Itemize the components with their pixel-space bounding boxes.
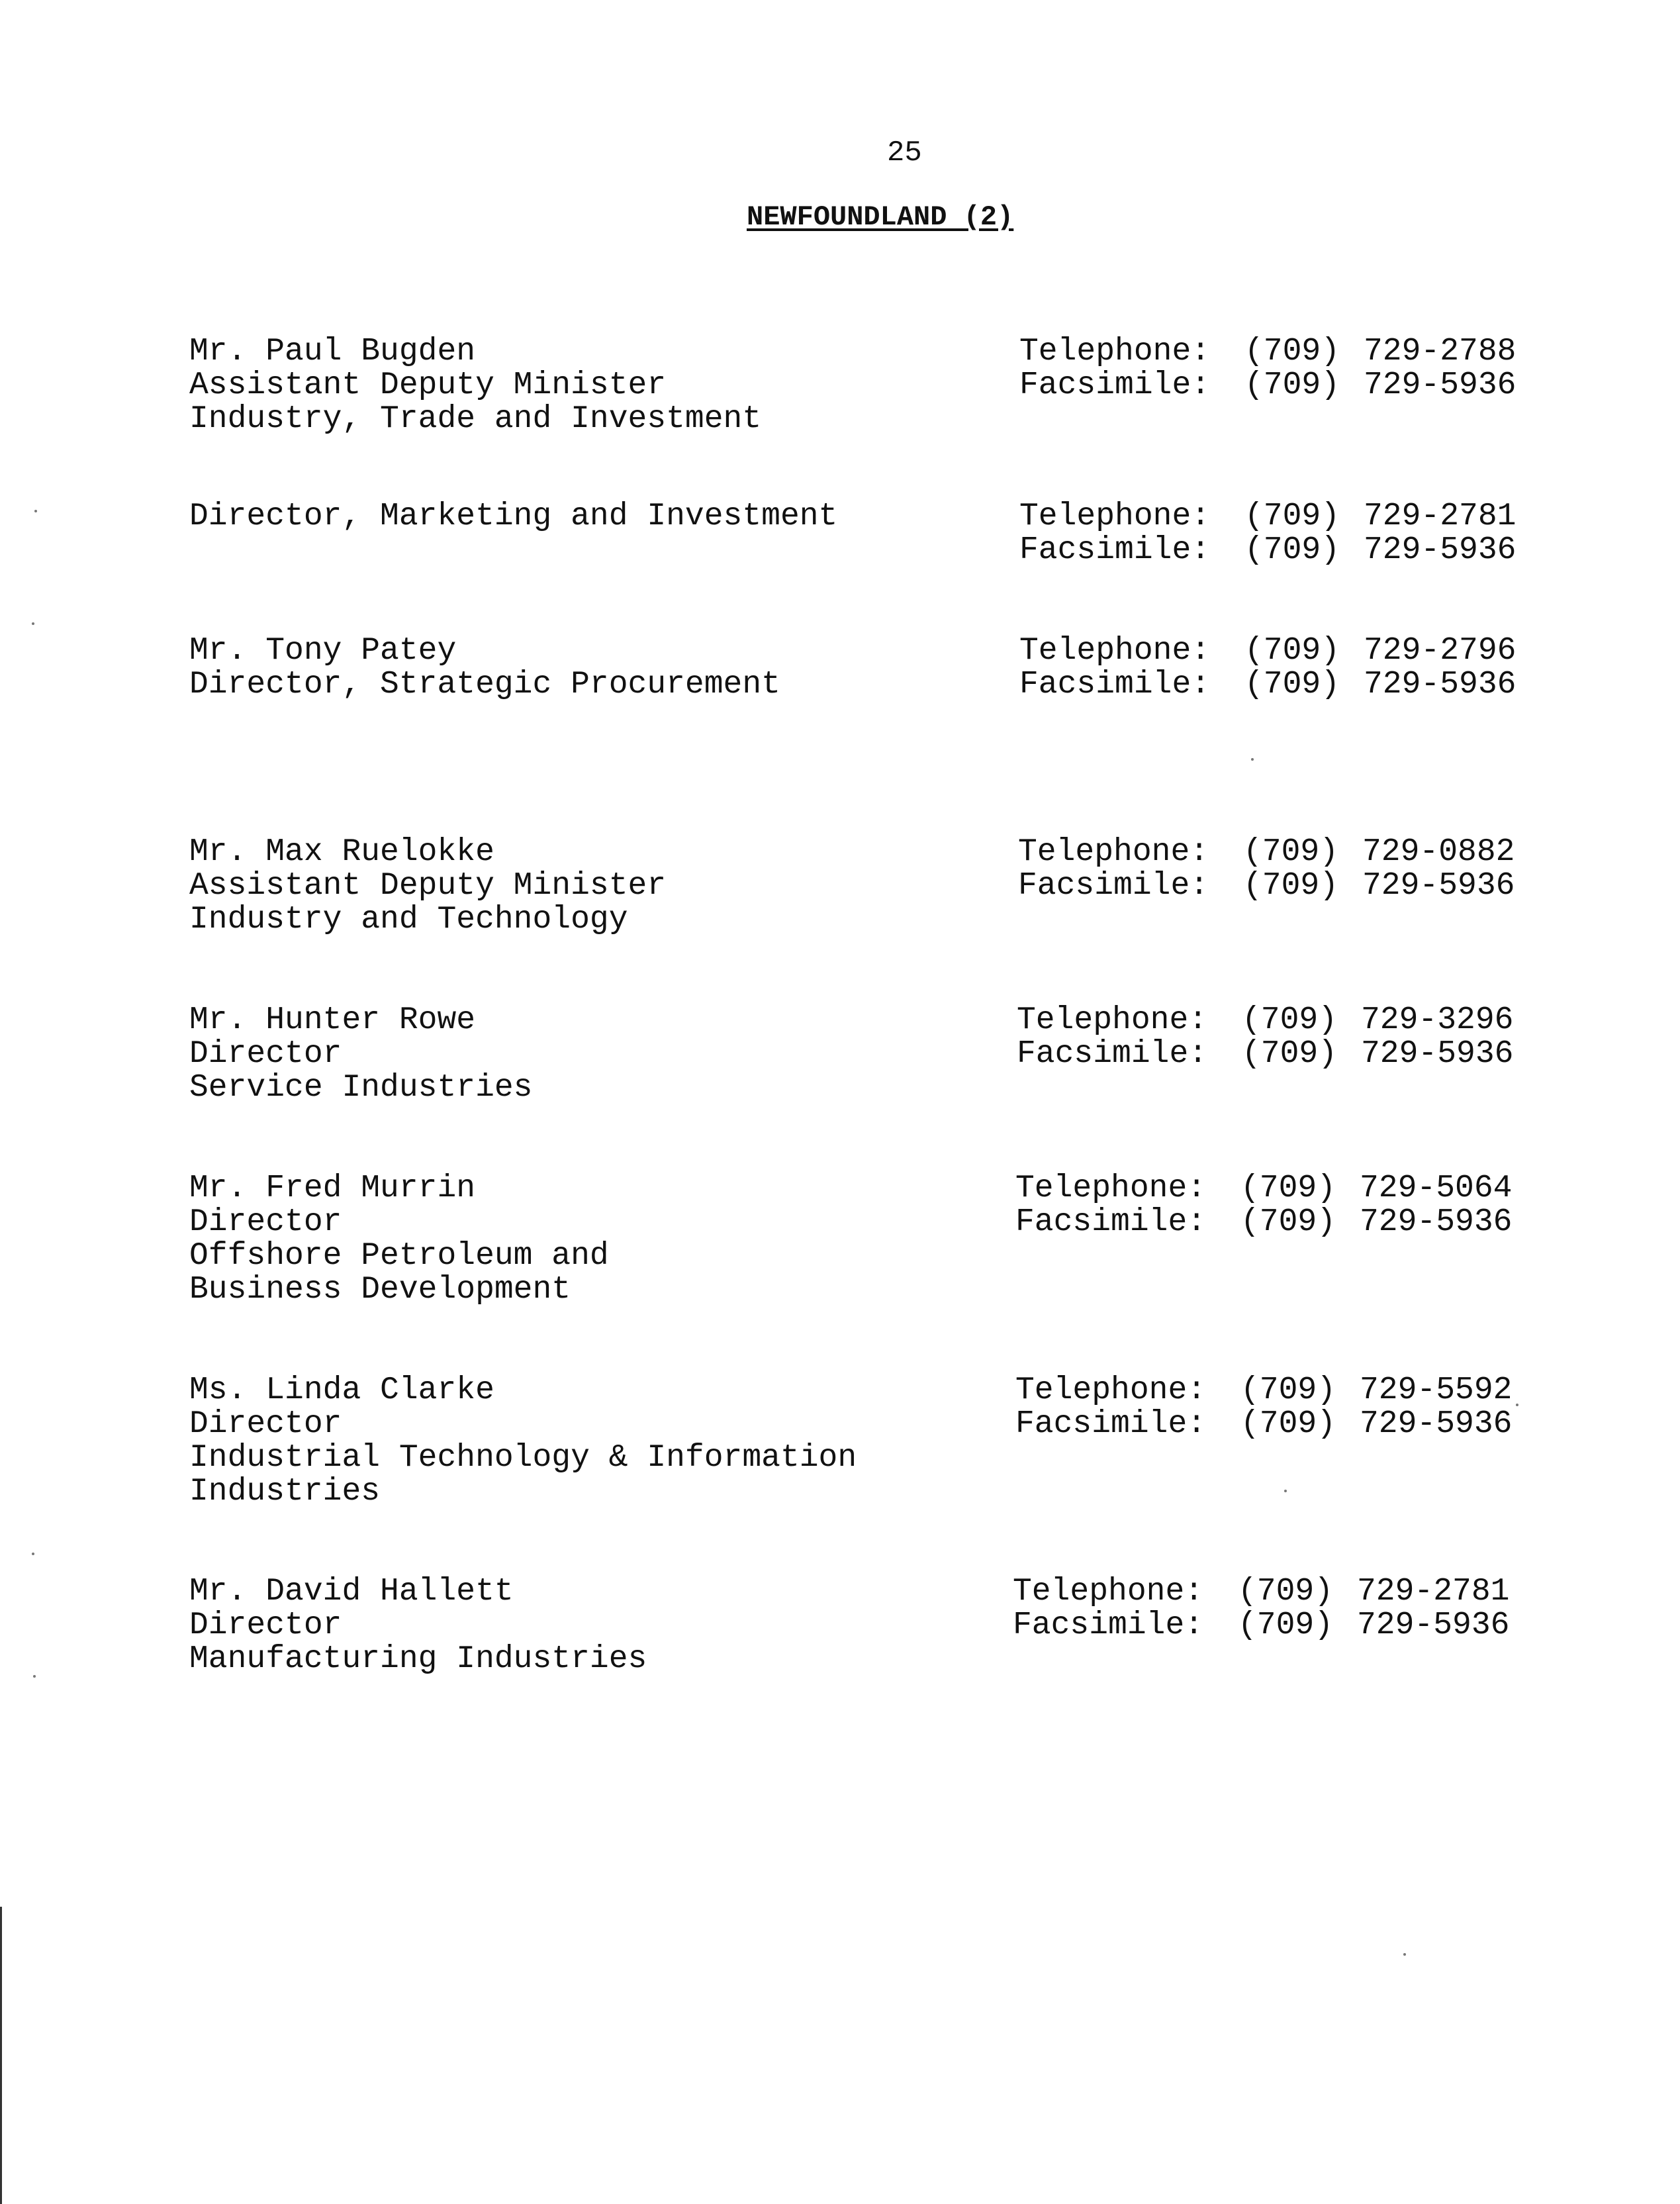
scan-speck — [34, 510, 37, 512]
entry-details — [189, 1374, 1037, 1509]
contact-block — [1019, 500, 1536, 567]
telephone-row — [1019, 335, 1536, 369]
entry-title: Assistant Deputy Minister — [189, 868, 667, 904]
facsimile-number: 729-5936 — [1364, 667, 1517, 702]
facsimile-area-code: (709) — [1243, 868, 1339, 904]
telephone-number: 729-2781 — [1357, 1574, 1510, 1609]
facsimile-number: 729-5936 — [1360, 1406, 1513, 1442]
facsimile-number: 729-5936 — [1357, 1607, 1510, 1643]
entry-details — [189, 1575, 1037, 1676]
entry-name: Mr. Paul Bugden — [189, 334, 476, 369]
contact-block — [1015, 1374, 1532, 1441]
telephone-label: Telephone: — [1019, 499, 1211, 534]
facsimile-number: 729-5936 — [1362, 868, 1515, 904]
entry-details — [189, 500, 1037, 534]
entry-department: Manufacturing Industries — [189, 1641, 647, 1677]
facsimile-row — [1018, 869, 1534, 903]
telephone-number: 729-2781 — [1364, 499, 1517, 534]
scan-speck — [1516, 1404, 1518, 1406]
entry-department: Industry and Technology — [189, 902, 628, 937]
entry-title: Director — [189, 1607, 342, 1643]
telephone-row — [1018, 836, 1534, 869]
telephone-number: 729-0882 — [1362, 834, 1515, 870]
page-number: 25 — [887, 136, 922, 169]
telephone-row — [1013, 1575, 1529, 1609]
telephone-area-code: (709) — [1244, 334, 1340, 369]
telephone-number: 729-5592 — [1360, 1372, 1513, 1408]
entry-details — [189, 1004, 1037, 1105]
entry-details — [189, 335, 1037, 436]
telephone-number: 729-5064 — [1360, 1171, 1513, 1206]
telephone-area-code: (709) — [1240, 1171, 1336, 1206]
facsimile-area-code: (709) — [1240, 1204, 1336, 1240]
facsimile-row — [1015, 1408, 1532, 1441]
entry-title: Director — [189, 1406, 342, 1442]
contact-block — [1019, 634, 1536, 702]
telephone-label: Telephone: — [1019, 633, 1211, 669]
facsimile-label: Facsimile: — [1015, 1204, 1207, 1240]
entry-department: Industrial Technology & Information — [189, 1440, 857, 1476]
scan-edge-line — [0, 1907, 2, 2204]
scan-speck — [33, 1675, 36, 1678]
facsimile-label: Facsimile: — [1013, 1607, 1204, 1643]
facsimile-row — [1019, 534, 1536, 567]
scan-speck — [1251, 758, 1254, 761]
facsimile-area-code: (709) — [1244, 532, 1340, 568]
entry-details — [189, 634, 1037, 702]
entry-title: Director — [189, 1036, 342, 1072]
telephone-area-code: (709) — [1244, 499, 1340, 534]
facsimile-label: Facsimile: — [1019, 667, 1211, 702]
telephone-row — [1015, 1374, 1532, 1408]
telephone-label: Telephone: — [1018, 834, 1209, 870]
facsimile-row — [1013, 1609, 1529, 1643]
facsimile-row — [1015, 1206, 1532, 1239]
facsimile-label: Facsimile: — [1017, 1036, 1208, 1072]
facsimile-row — [1019, 668, 1536, 702]
telephone-label: Telephone: — [1015, 1372, 1207, 1408]
contact-block — [1019, 335, 1536, 403]
entry-department: Service Industries — [189, 1070, 533, 1106]
scan-speck — [32, 1553, 34, 1555]
facsimile-area-code: (709) — [1238, 1607, 1334, 1643]
entry-details — [189, 1172, 1037, 1307]
section-title: NEWFOUNDLAND (2) — [747, 201, 1014, 233]
entry-department: Industries — [189, 1474, 381, 1509]
entry-department: Offshore Petroleum and — [189, 1238, 609, 1274]
telephone-number: 729-3296 — [1361, 1002, 1514, 1038]
entry-name: Ms. Linda Clarke — [189, 1372, 494, 1408]
telephone-area-code: (709) — [1238, 1574, 1334, 1609]
facsimile-number: 729-5936 — [1364, 532, 1517, 568]
entry-title: Assistant Deputy Minister — [189, 367, 667, 403]
telephone-area-code: (709) — [1240, 1372, 1336, 1408]
scan-speck — [1284, 1490, 1287, 1492]
telephone-label: Telephone: — [1019, 334, 1211, 369]
scan-speck — [1403, 1953, 1406, 1956]
telephone-label: Telephone: — [1017, 1002, 1208, 1038]
entry-title: Director — [189, 1204, 342, 1240]
entry-name: Mr. Tony Patey — [189, 633, 457, 669]
entry-name: Mr. Fred Murrin — [189, 1171, 476, 1206]
telephone-row — [1019, 500, 1536, 534]
telephone-row — [1019, 634, 1536, 668]
telephone-number: 729-2796 — [1364, 633, 1517, 669]
entry-title: Director, Marketing and Investment — [189, 499, 838, 534]
telephone-label: Telephone: — [1013, 1574, 1204, 1609]
facsimile-area-code: (709) — [1240, 1406, 1336, 1442]
telephone-number: 729-2788 — [1364, 334, 1517, 369]
facsimile-number: 729-5936 — [1364, 367, 1517, 403]
telephone-row — [1015, 1172, 1532, 1206]
scan-speck — [32, 622, 34, 625]
entry-department: Business Development — [189, 1272, 571, 1308]
contact-block — [1017, 1004, 1533, 1071]
facsimile-number: 729-5936 — [1361, 1036, 1514, 1072]
facsimile-row — [1017, 1037, 1533, 1071]
facsimile-row — [1019, 369, 1536, 403]
entry-details — [189, 836, 1037, 937]
entry-name: Mr. Max Ruelokke — [189, 834, 494, 870]
telephone-area-code: (709) — [1243, 834, 1339, 870]
entry-name: Mr. Hunter Rowe — [189, 1002, 476, 1038]
facsimile-label: Facsimile: — [1015, 1406, 1207, 1442]
telephone-label: Telephone: — [1015, 1171, 1207, 1206]
entry-department: Industry, Trade and Investment — [189, 401, 762, 437]
telephone-row — [1017, 1004, 1533, 1037]
facsimile-label: Facsimile: — [1019, 532, 1211, 568]
facsimile-area-code: (709) — [1244, 367, 1340, 403]
telephone-area-code: (709) — [1244, 633, 1340, 669]
telephone-area-code: (709) — [1242, 1002, 1338, 1038]
facsimile-area-code: (709) — [1242, 1036, 1338, 1072]
contact-block — [1018, 836, 1534, 903]
entry-name: Mr. David Hallett — [189, 1574, 514, 1609]
facsimile-label: Facsimile: — [1018, 868, 1209, 904]
facsimile-label: Facsimile: — [1019, 367, 1211, 403]
contact-block — [1013, 1575, 1529, 1643]
contact-block — [1015, 1172, 1532, 1239]
facsimile-area-code: (709) — [1244, 667, 1340, 702]
entry-title: Director, Strategic Procurement — [189, 667, 780, 702]
facsimile-number: 729-5936 — [1360, 1204, 1513, 1240]
